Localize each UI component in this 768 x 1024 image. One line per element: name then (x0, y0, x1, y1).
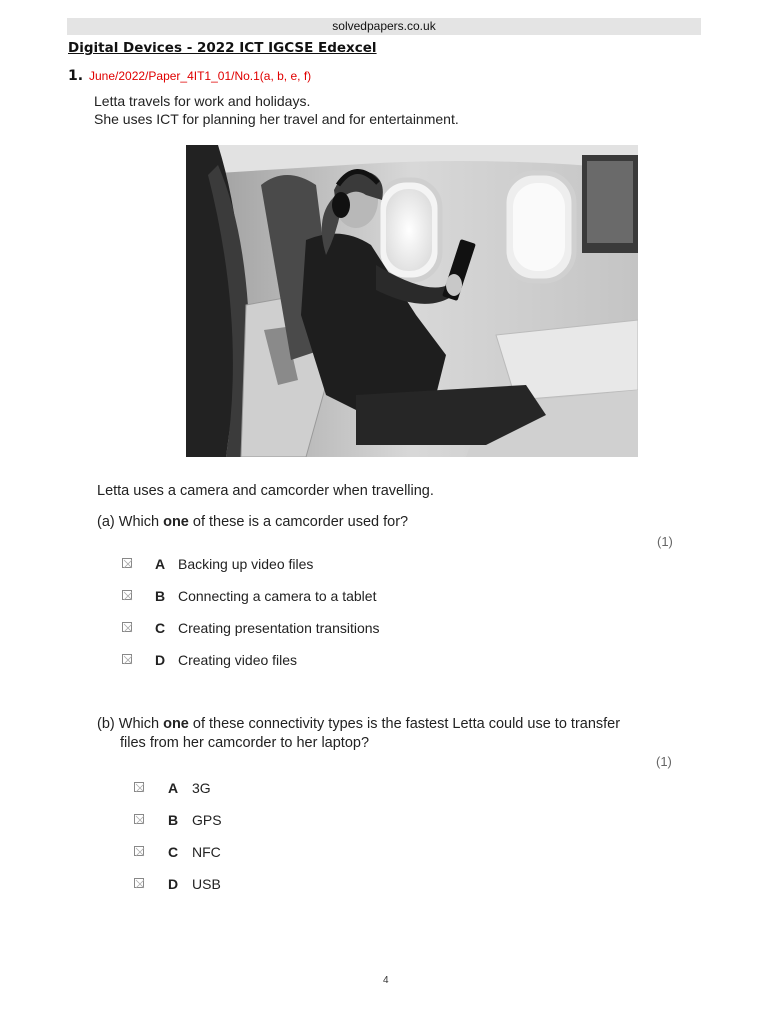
option-letter: A (168, 780, 179, 796)
context-text: Letta uses a camera and camcorder when travelling. (97, 483, 434, 499)
part-a-question (97, 514, 408, 530)
part-a-label: (a) (97, 514, 115, 530)
option-text: Creating video files (178, 652, 298, 668)
option-letter: A (155, 556, 166, 572)
part-a-text-before: Which (118, 514, 164, 530)
part-b-emphasis: one (163, 716, 189, 732)
option-text: USB (192, 876, 221, 892)
option-text: Connecting a camera to a tablet (178, 588, 377, 604)
checkbox-icon[interactable] (122, 558, 132, 568)
option-letter: D (168, 876, 179, 892)
option-letter: B (168, 812, 179, 828)
option-text: 3G (192, 780, 211, 796)
part-a-text-after: of these is a camcorder used for? (188, 514, 409, 530)
part-b-question-line-2: files from her camcorder to her laptop? (120, 735, 370, 751)
question-reference: June/2022/Paper_4IT1_01/No.1(a, b, e, f) (89, 69, 312, 83)
intro-line-1: Letta travels for work and holidays. (94, 93, 311, 109)
option-text: Creating presentation transitions (178, 620, 380, 636)
option-letter: C (168, 844, 179, 860)
page-number: 4 (383, 975, 389, 986)
option-letter: B (155, 588, 166, 604)
option-text: Backing up video files (178, 556, 314, 572)
option-letter: D (155, 652, 166, 668)
part-b-label: (b) (97, 716, 115, 732)
part-a-emphasis: one (163, 514, 189, 530)
intro-line-2: She uses ICT for planning her travel and for entertainment. (94, 111, 459, 127)
checkbox-icon[interactable] (122, 654, 132, 664)
airplane-passenger-photo (186, 145, 638, 457)
checkbox-icon[interactable] (134, 846, 144, 856)
document-title: Digital Devices - 2022 ICT IGCSE Edexcel (68, 40, 377, 56)
part-b-marks: (1) (656, 754, 672, 769)
site-header-bar (67, 18, 701, 35)
checkbox-icon[interactable] (134, 878, 144, 888)
part-a-marks: (1) (657, 534, 673, 549)
part-b-text-before: Which (118, 716, 164, 732)
option-text: NFC (192, 844, 221, 860)
checkbox-icon[interactable] (134, 814, 144, 824)
checkbox-icon[interactable] (122, 622, 132, 632)
part-b-text-after: of these connectivity types is the fastest Letta could use to transfer (188, 716, 621, 732)
part-b-question (97, 716, 620, 732)
checkbox-icon[interactable] (122, 590, 132, 600)
site-name: solvedpapers.co.uk (332, 19, 436, 33)
option-letter: C (155, 620, 166, 636)
checkbox-icon[interactable] (134, 782, 144, 792)
option-text: GPS (192, 812, 222, 828)
question-number: 1. (68, 68, 84, 84)
